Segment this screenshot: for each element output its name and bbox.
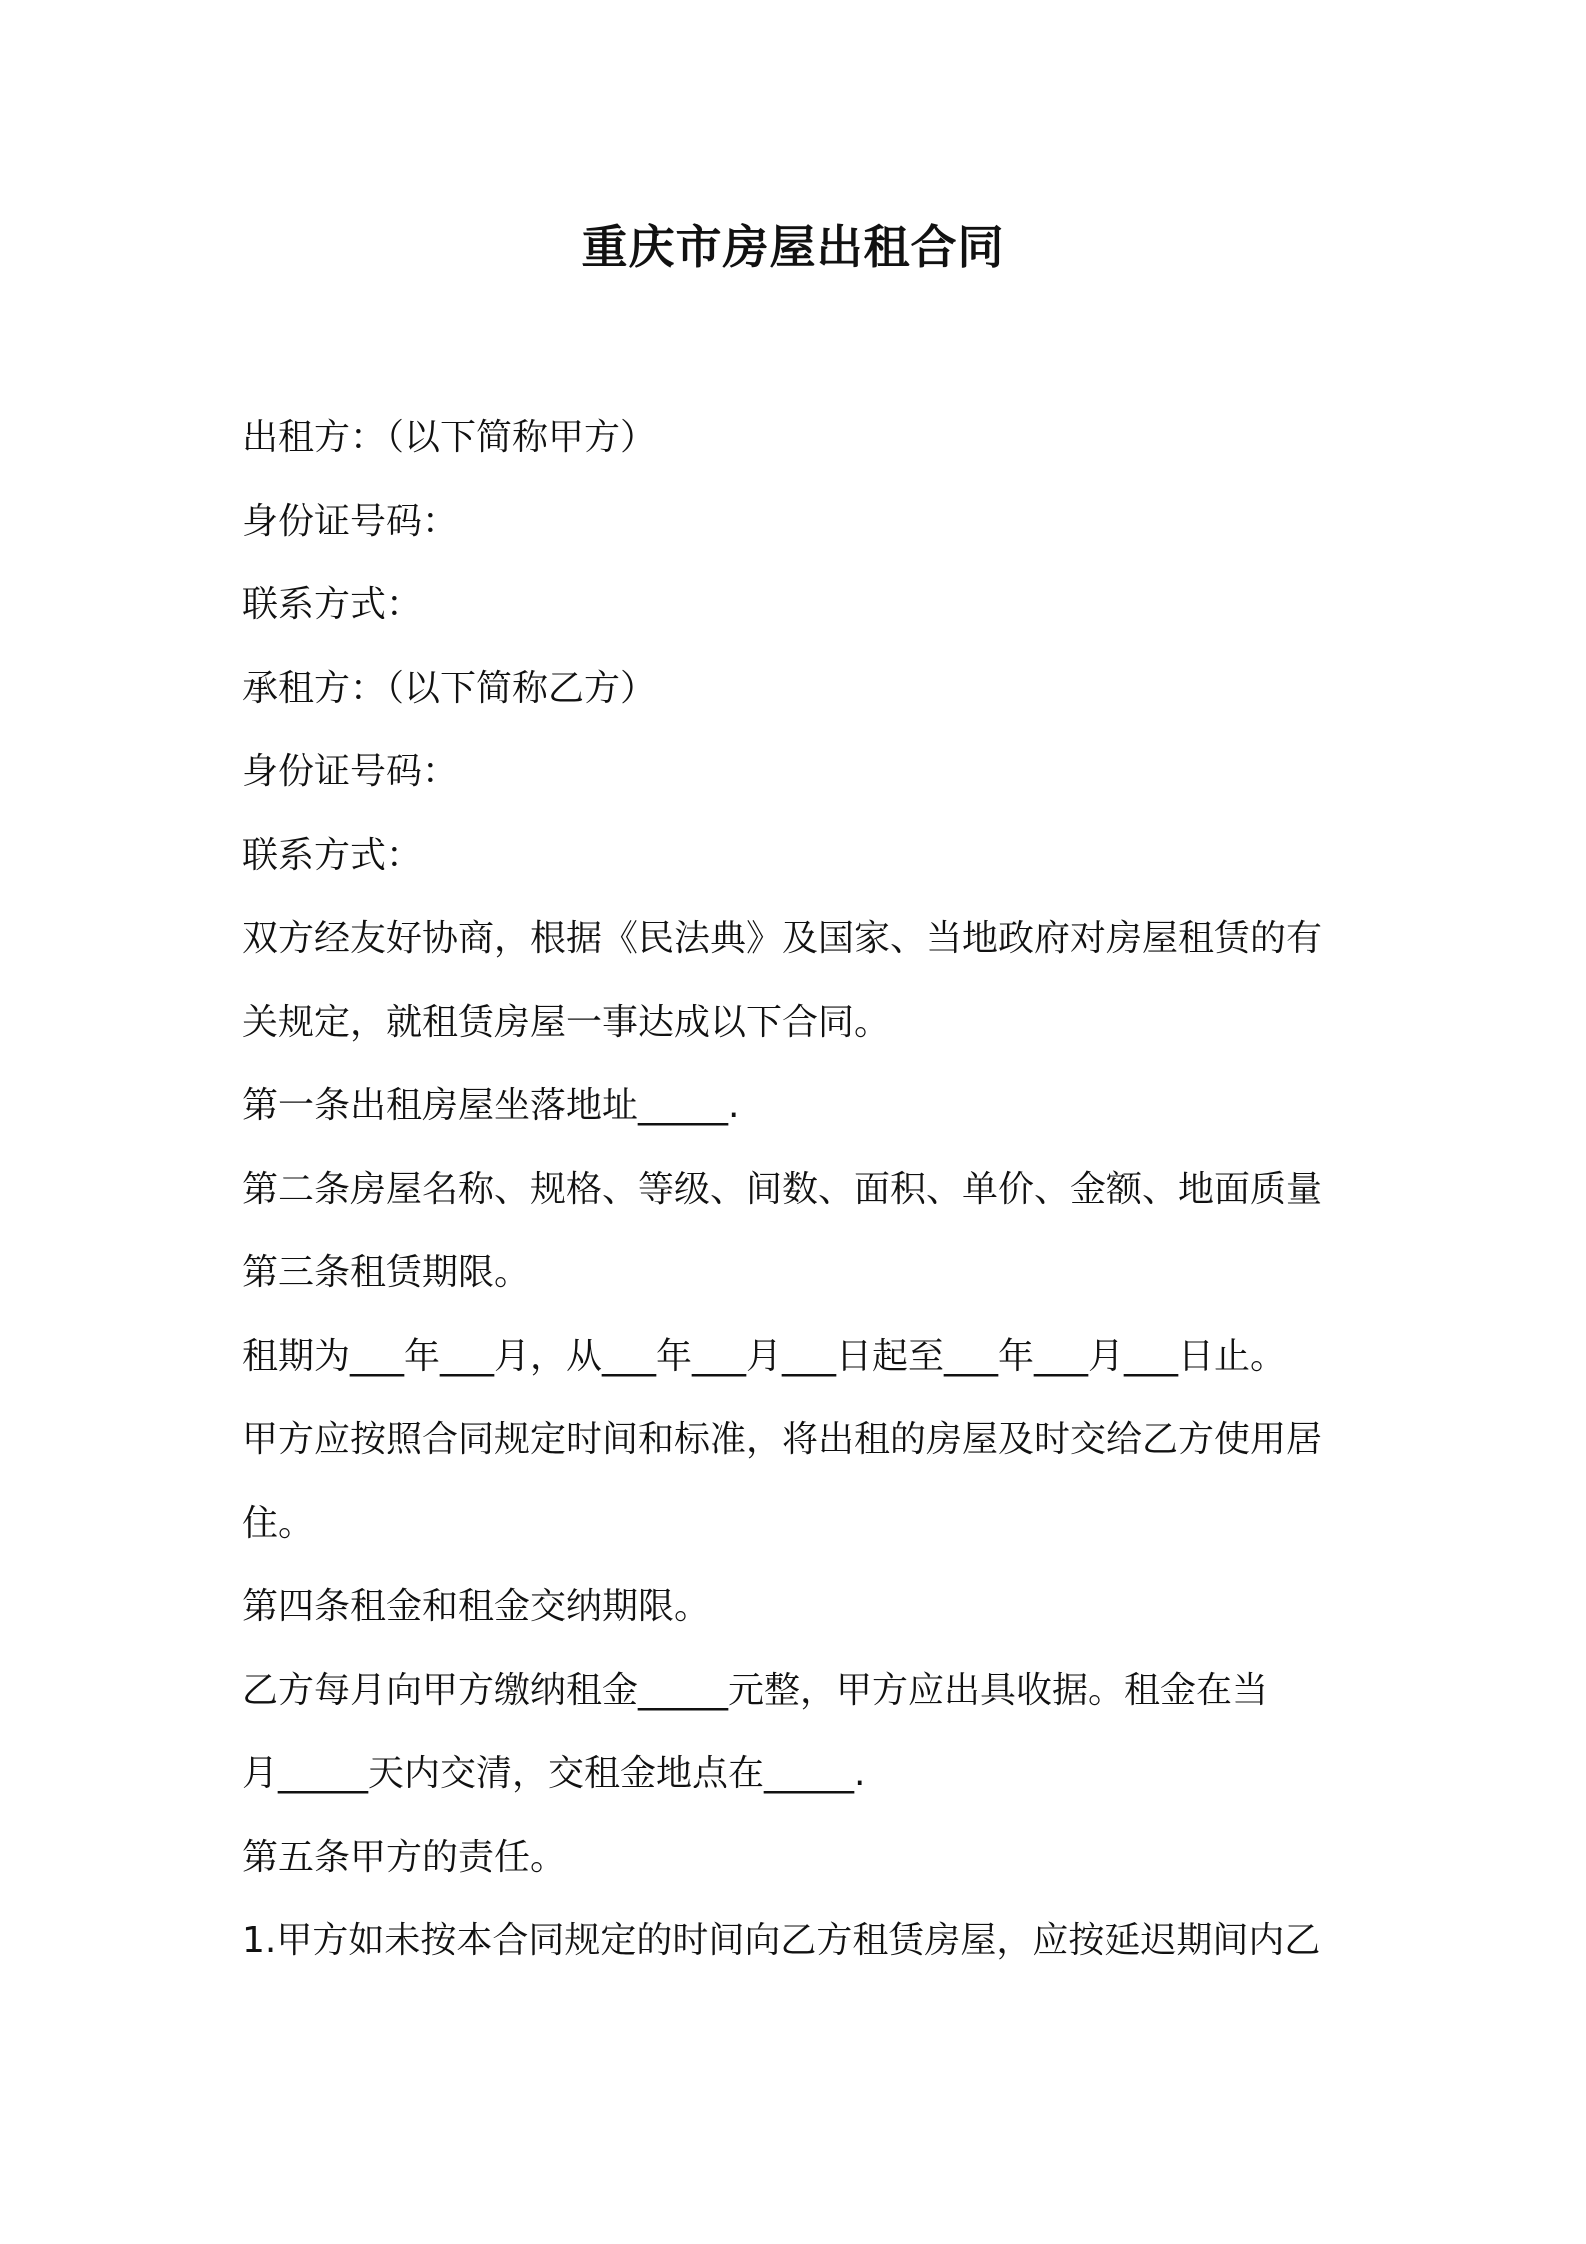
lessor-contact-line: 联系方式：: [242, 584, 423, 625]
article-3-text-line-2: 住。: [242, 1502, 315, 1544]
lessee-line: 承租方：（以下简称乙方）: [242, 667, 657, 709]
lessee-contact-line: 联系方式：: [242, 834, 423, 876]
article-2-line: 第二条房屋名称、规格、等级、间数、面积、单价、金额、地面质量: [242, 1168, 1323, 1210]
article-1-line: 第一条出租房屋坐落地址_____.: [242, 1085, 740, 1126]
preamble-line-1: 双方经友好协商，根据《民法典》及国家、当地政府对房屋租赁的有: [242, 918, 1323, 959]
article-3-text-line-1: 甲方应按照合同规定时间和标准，将出租的房屋及时交给乙方使用居: [242, 1419, 1323, 1460]
article-4-text-line-1: 乙方每月向甲方缴纳租金_____元整，甲方应出具收据。租金在当: [242, 1669, 1269, 1711]
lessor-line: 出租方：（以下简称甲方）: [242, 417, 657, 458]
lease-term-line: 租期为___年___月，从___年___月___日起至___年___月___日止。: [242, 1335, 1287, 1377]
article-5-heading: 第五条甲方的责任。: [242, 1836, 567, 1878]
article-3-heading: 第三条租赁期限。: [242, 1252, 531, 1293]
document-title: 重庆市房屋出租合同: [581, 220, 1005, 274]
preamble-line-2: 关规定，就租赁房屋一事达成以下合同。: [242, 1001, 891, 1043]
lessor-id-line: 身份证号码：: [242, 500, 459, 542]
article-5-item-1-line: 1.甲方如未按本合同规定的时间向乙方租赁房屋，应按延迟期间内乙: [242, 1920, 1321, 1961]
article-4-heading: 第四条租金和租金交纳期限。: [242, 1586, 711, 1627]
lessee-id-line: 身份证号码：: [242, 751, 459, 792]
document-body: [242, 396, 1382, 1983]
article-4-text-line-2: 月_____天内交清，交租金地点在_____.: [242, 1753, 866, 1794]
